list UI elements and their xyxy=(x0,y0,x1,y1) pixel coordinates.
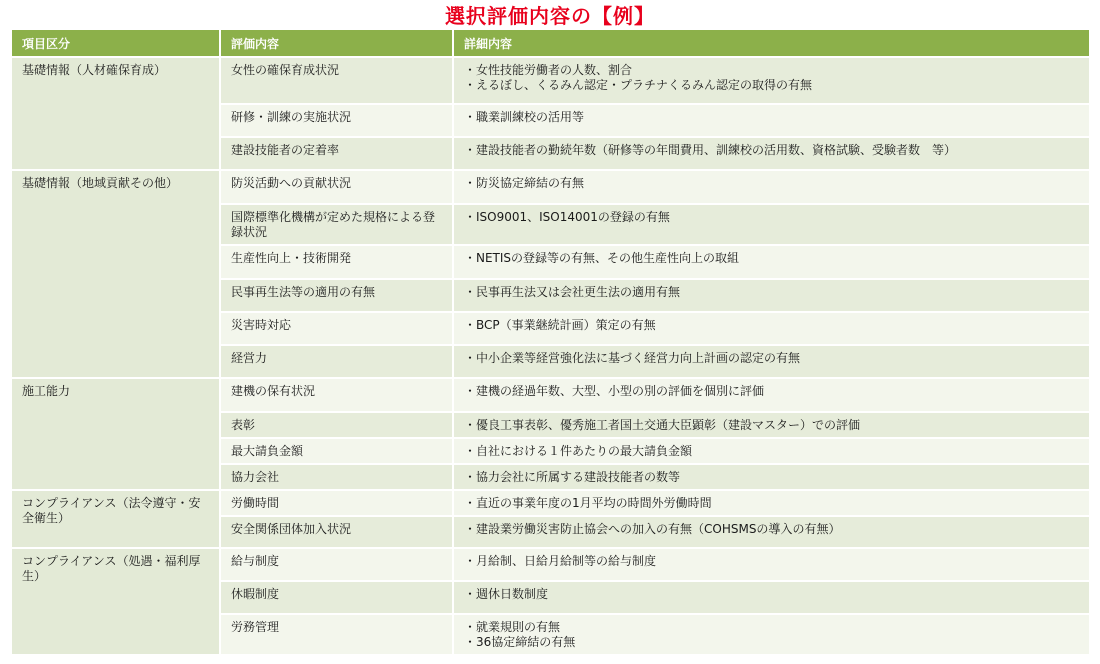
detail-line: ・建設技能者の勤続年数（研修等の年間費用、訓練校の活用数、資格試験、受験者数 等） xyxy=(464,143,957,157)
detail-line: ・36協定締結の有無 xyxy=(464,635,576,649)
evaluation-item-cell: 表彰 xyxy=(220,412,453,438)
category-cell: コンプライアンス（法令遵守・安全衛生） xyxy=(12,490,220,548)
detail-line: ・民事再生法又は会社更生法の適用有無 xyxy=(464,285,681,299)
detail-line: ・建機の経過年数、大型、小型の別の評価を個別に評価 xyxy=(464,384,765,398)
detail-cell xyxy=(453,581,1089,614)
detail-cell xyxy=(453,312,1089,345)
evaluation-table-container xyxy=(12,30,1089,656)
detail-cell xyxy=(453,464,1089,490)
evaluation-item-cell: 建設技能者の定着率 xyxy=(220,137,453,170)
detail-cell xyxy=(453,614,1089,655)
detail-line: ・防災協定締結の有無 xyxy=(464,176,585,190)
evaluation-item-cell: 建機の保有状況 xyxy=(220,378,453,412)
detail-cell xyxy=(453,548,1089,581)
evaluation-item-cell: 災害時対応 xyxy=(220,312,453,345)
evaluation-item-cell: 労務管理 xyxy=(220,614,453,655)
detail-cell xyxy=(453,378,1089,412)
detail-line: ・NETISの登録等の有無、その他生産性向上の取組 xyxy=(464,251,740,265)
table-row xyxy=(12,378,1089,412)
detail-line: ・中小企業等経営強化法に基づく経営力向上計画の認定の有無 xyxy=(464,351,801,365)
table-body xyxy=(12,57,1089,655)
detail-cell xyxy=(453,104,1089,137)
detail-cell xyxy=(453,516,1089,548)
detail-cell xyxy=(453,137,1089,170)
evaluation-item-cell: 生産性向上・技術開発 xyxy=(220,245,453,279)
detail-cell xyxy=(453,490,1089,516)
detail-line: ・協力会社に所属する建設技能者の数等 xyxy=(464,470,681,484)
evaluation-item-cell: 研修・訓練の実施状況 xyxy=(220,104,453,137)
category-cell: 基礎情報（地域貢献その他） xyxy=(12,170,220,378)
evaluation-item-cell: 女性の確保育成状況 xyxy=(220,57,453,104)
detail-line: ・えるぼし、くるみん認定・プラチナくるみん認定の取得の有無 xyxy=(464,78,813,92)
detail-line: ・直近の事業年度の1月平均の時間外労働時間 xyxy=(464,496,712,510)
detail-line: ・女性技能労働者の人数、割合 xyxy=(464,63,633,77)
detail-line: ・就業規則の有無 xyxy=(464,620,561,634)
evaluation-item-cell: 国際標準化機構が定めた規格による登録状況 xyxy=(220,204,453,245)
detail-line: ・優良工事表彰、優秀施工者国土交通大臣顕彰（建設マスター）での評価 xyxy=(464,418,861,432)
evaluation-item-cell: 安全関係団体加入状況 xyxy=(220,516,453,548)
detail-line: ・自社における１件あたりの最大請負金額 xyxy=(464,444,693,458)
evaluation-item-cell: 給与制度 xyxy=(220,548,453,581)
evaluation-item-cell: 防災活動への貢献状況 xyxy=(220,170,453,204)
detail-line: ・月給制、日給月給制等の給与制度 xyxy=(464,554,657,568)
evaluation-item-cell: 労働時間 xyxy=(220,490,453,516)
detail-cell xyxy=(453,204,1089,245)
evaluation-item-cell: 休暇制度 xyxy=(220,581,453,614)
detail-line: ・BCP（事業継続計画）策定の有無 xyxy=(464,318,656,332)
evaluation-item-cell: 経営力 xyxy=(220,345,453,378)
evaluation-table xyxy=(12,30,1089,656)
detail-cell xyxy=(453,345,1089,378)
table-row xyxy=(12,57,1089,104)
evaluation-item-cell: 最大請負金額 xyxy=(220,438,453,464)
evaluation-item-cell: 協力会社 xyxy=(220,464,453,490)
category-cell: 基礎情報（人材確保育成） xyxy=(12,57,220,170)
table-row xyxy=(12,490,1089,516)
detail-line: ・建設業労働災害防止協会への加入の有無（COHSMSの導入の有無） xyxy=(464,522,841,536)
table-row xyxy=(12,548,1089,581)
detail-cell xyxy=(453,279,1089,312)
table-header-row xyxy=(12,30,1089,57)
detail-cell xyxy=(453,245,1089,279)
page-title: 選択評価内容の【例】 xyxy=(445,4,655,28)
category-cell: コンプライアンス（処遇・福利厚生） xyxy=(12,548,220,655)
table-row xyxy=(12,170,1089,204)
header-details: 詳細内容 xyxy=(453,30,1089,57)
detail-cell xyxy=(453,170,1089,204)
detail-line: ・ISO9001、ISO14001の登録の有無 xyxy=(464,210,670,224)
category-cell: 施工能力 xyxy=(12,378,220,490)
detail-line: ・週休日数制度 xyxy=(464,587,549,601)
detail-cell xyxy=(453,412,1089,438)
header-category: 項目区分 xyxy=(12,30,220,57)
evaluation-item-cell: 民事再生法等の適用の有無 xyxy=(220,279,453,312)
detail-cell xyxy=(453,57,1089,104)
detail-cell xyxy=(453,438,1089,464)
detail-line: ・職業訓練校の活用等 xyxy=(464,110,585,124)
header-evaluation: 評価内容 xyxy=(220,30,453,57)
